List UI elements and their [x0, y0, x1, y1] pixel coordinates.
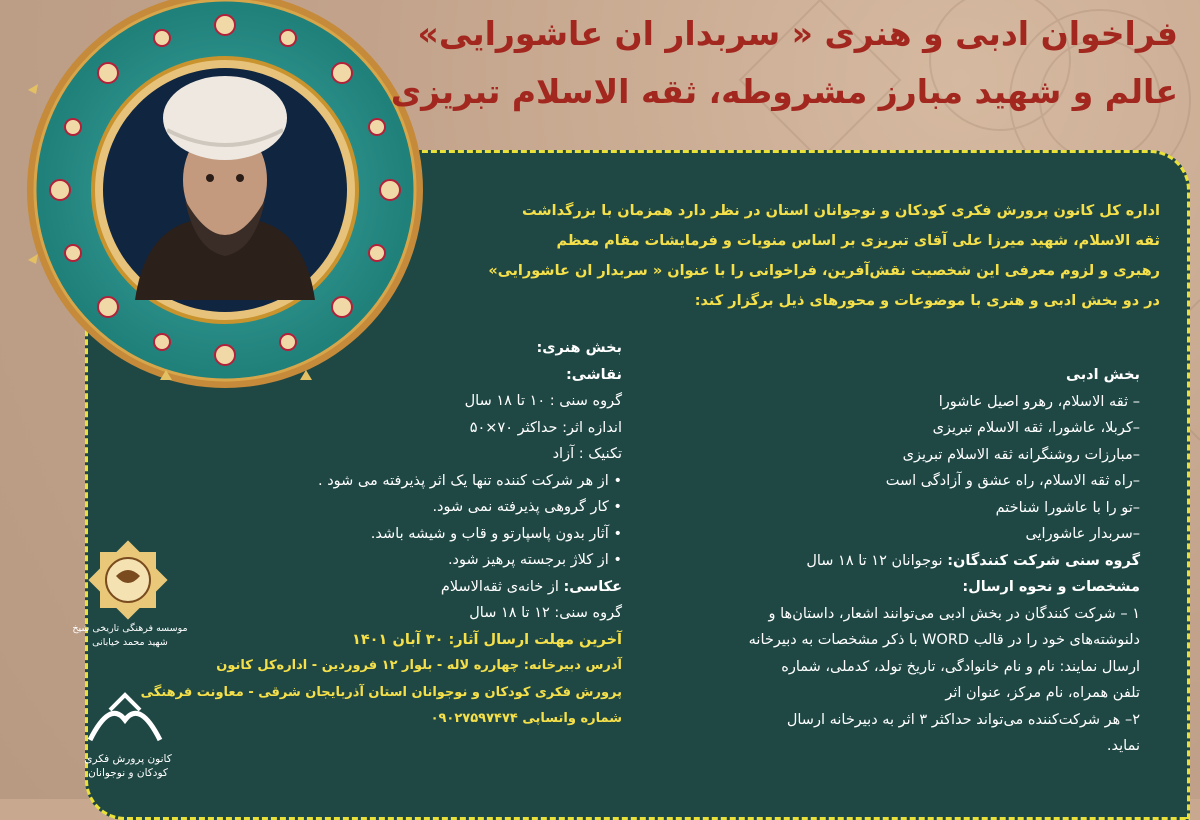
- kanoon-caption: کانون پرورش فکری کودکان و نوجوانان: [84, 753, 172, 779]
- spec-line: ۲– هر شرکت‌کننده می‌تواند حداکثر ۳ اثر به دبیرخانه ارسال: [786, 711, 1140, 728]
- literary-topic: –تو را با عاشورا شناختم: [995, 499, 1140, 516]
- deadline: آخرین مهلت ارسال آثار: ۳۰ آبان ۱۴۰۱: [351, 631, 622, 648]
- intro-line: ثقه الاسلام، شهید میرزا علی آقای تبریزی بر اساس منویات و فرمایشات مقام معظم: [556, 233, 1160, 249]
- institute-caption: موسسه فرهنگی تاریخی شیخ شهید محمد خیابانی: [72, 623, 188, 648]
- artistic-section: [140, 335, 622, 733]
- artistic-heading: بخش هنری:: [536, 340, 622, 356]
- painting-line: • از کلاژ برجسته پرهیز شود.: [447, 552, 622, 568]
- painting-line: • کار گروهی پذیرفته نمی شود.: [432, 499, 622, 515]
- painting-line: • از هر شرکت کننده تنها یک اثر پذیرفته می شود .: [318, 472, 622, 489]
- spec-line: تلفن همراه، نام مرکز، عنوان اثر: [945, 685, 1140, 701]
- literary-topic: –مبارزات روشنگرانه ثقه الاسلام تبریزی: [902, 446, 1140, 463]
- title-line-1: فراخوان ادبی و هنری « سربدار ان عاشورایی»: [417, 14, 1178, 53]
- whatsapp-number: شماره واتساپی ۰۹۰۲۷۵۹۷۴۷۴: [430, 711, 622, 726]
- photo-label: عکاسی:: [563, 578, 622, 595]
- literary-topic: –کربلا، عاشورا، ثقه الاسلام تبریزی: [932, 420, 1140, 436]
- literary-section: [660, 362, 1140, 760]
- literary-heading: بخش ادبی: [1066, 367, 1140, 383]
- intro-line: اداره کل کانون پرورش فکری کودکان و نوجوانان استان در نظر دارد همزمان با بزرگداشت: [522, 203, 1160, 219]
- literary-topic: –سربدار عاشورایی: [1025, 526, 1140, 542]
- address-line: پرورش فکری کودکان و نوجوانان استان آذربایجان شرقی - معاونت فرهنگی: [140, 684, 622, 700]
- spec-line: ۱ – شرکت کنندگان در بخش ادبی می‌توانند اشعار، داستان‌ها و: [768, 605, 1140, 622]
- spec-line: نماید.: [1106, 738, 1140, 754]
- painting-line: • آثار بدون پاسپارتو و قاب و شیشه باشد.: [370, 525, 622, 542]
- title-line-2: عالم و شهید مبارز مشروطه، ثقه الاسلام تبریزی: [390, 72, 1178, 111]
- photo-age: گروه سنی: ۱۲ تا ۱۸ سال: [469, 605, 622, 621]
- kanoon-logo: [80, 690, 170, 750]
- intro-paragraph: [450, 196, 1160, 316]
- literary-topic: –راه ثقه الاسلام، راه عشق و آزادگی است: [885, 473, 1140, 489]
- painting-line: گروه سنی : ۱۰ تا ۱۸ سال: [464, 393, 622, 409]
- painting-line: تکنیک : آزاد: [552, 446, 622, 462]
- literary-topic: – ثقه الاسلام، رهرو اصیل عاشورا: [938, 393, 1140, 410]
- specs-heading: مشخصات و نحوه ارسال:: [962, 579, 1140, 595]
- institute-logo: [86, 538, 170, 622]
- spec-line: ارسال نمایند: نام و نام خانوادگی، تاریخ تولد، کدملی، شماره: [781, 658, 1140, 675]
- painting-heading: نقاشی:: [565, 366, 622, 383]
- photography-line: [222, 574, 622, 601]
- address-line: آدرس دبیرخانه: چهارره لاله - بلوار ۱۲ فروردین - اداره‌کل کانون: [216, 658, 622, 673]
- intro-line: رهبری و لزوم معرفی این شخصیت نقش‌آفرین، فراخوانی را با عنوان « سربدار ان عاشورایی»: [488, 263, 1160, 279]
- age-value: نوجوانان ۱۲ تا ۱۸ سال: [806, 552, 948, 569]
- spec-line: دلنوشته‌های خود را در قالب WORD با ذکر مشخصات به دبیرخانه: [748, 632, 1140, 648]
- photo-value: از خانه‌ی ثقه‌الاسلام: [440, 578, 564, 595]
- literary-age-group: [660, 548, 1140, 575]
- age-label: گروه سنی شرکت کنندگان:: [947, 552, 1140, 569]
- intro-line: در دو بخش ادبی و هنری با موضوعات و محورهای ذیل برگزار کند:: [694, 293, 1160, 309]
- painting-line: اندازه اثر: حداکثر ۷۰×۵۰: [469, 419, 622, 436]
